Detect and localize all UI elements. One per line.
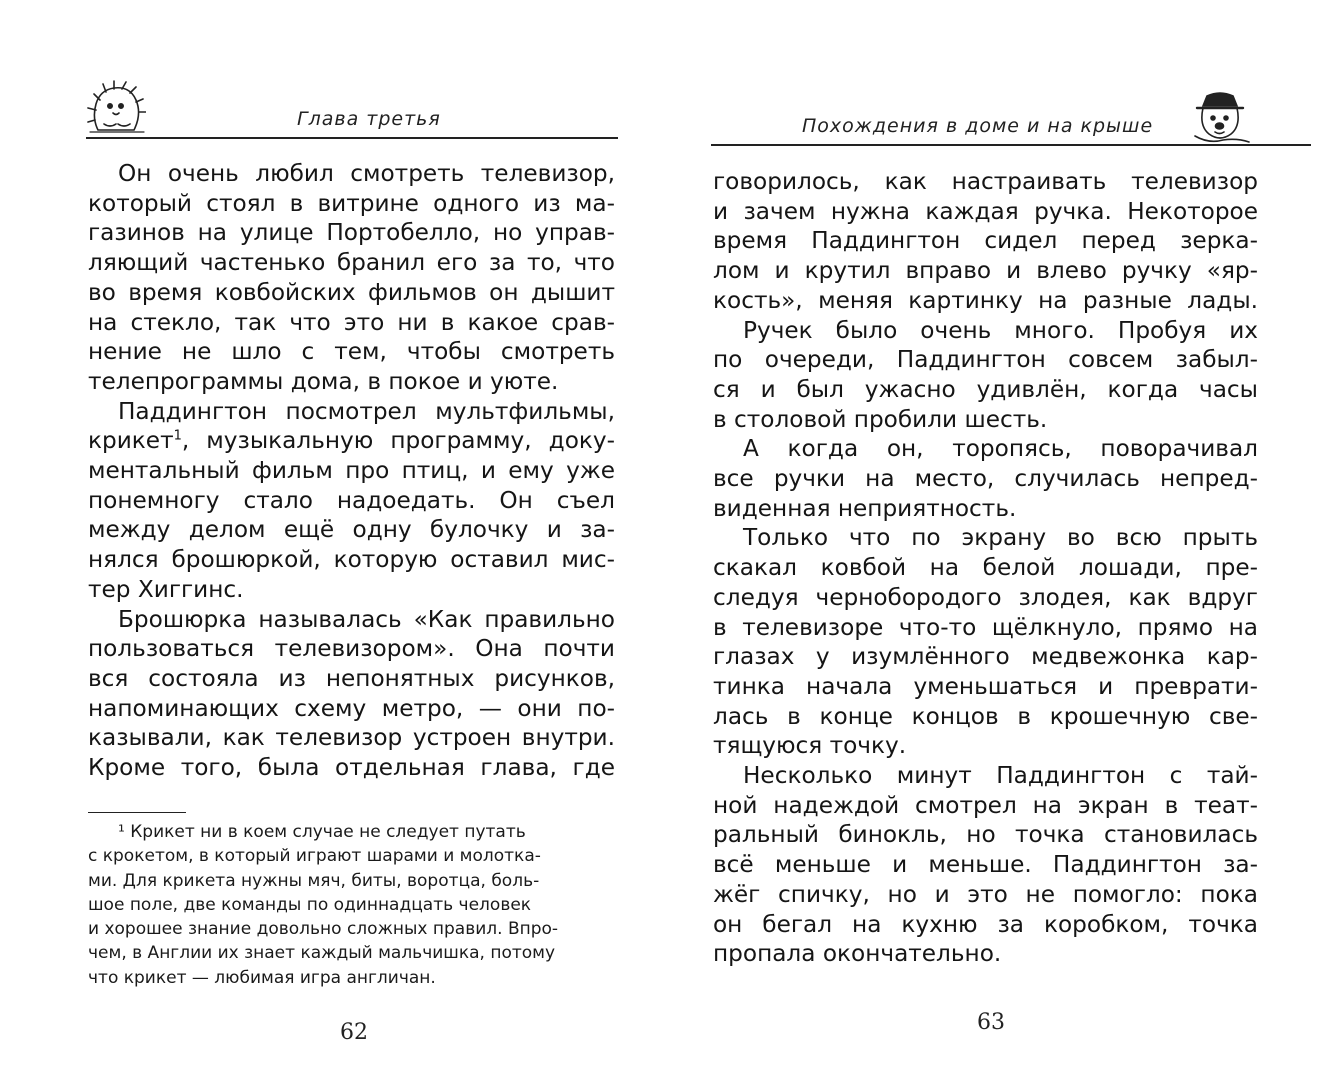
footnote-line: что крикет — любимая игра англичан. [88,967,436,988]
text-line: время Паддингтон сидел перед зерка- [713,227,1258,255]
text-line: во время ковбойских фильмов он дышит [88,278,615,306]
text-line: Он очень любил смотреть телевизор, [118,160,615,187]
running-head-right: Похождения в доме и на крыше [802,115,1154,137]
right-page [671,0,1343,1080]
text-line: казывали, как телевизор устроен внутри. [88,724,615,752]
text-line: нялся брошюркой, которую оставил мис- [88,546,615,574]
text-line: следуя чернобородого злодея, как вдруг [713,583,1258,611]
hedgehog-illustration-icon [86,80,146,138]
footnote-marker: 1 [173,428,182,444]
text-line: понемногу стало надоедать. Он съел [88,486,615,514]
left-page [0,0,671,1080]
text-line: между делом ещё одну булочку и за- [88,516,615,544]
text-line: вся состояла из непонятных рисунков, [88,664,615,692]
text-line: ляющий частенько бранил его за то, что [88,249,615,277]
text-line: все ручки на место, случилась непред- [713,465,1258,493]
text-line: ся и был ужасно удивлён, когда часы [713,375,1258,403]
text-line: тящуюся точку. [713,732,907,760]
text-line: и зачем нужна каждая ручка. Некоторое [713,197,1258,225]
footnote-line: с крокетом, в который играют шарами и молотка- [88,846,541,867]
footnote-line: чем, в Англии их знает каждый мальчишка, потому [88,943,556,964]
text-line: А когда он, торопясь, поворачивал [743,435,1258,463]
text-line: Ручек было очень много. Пробуя их [743,316,1258,344]
page-number-left: 62 [340,1020,368,1045]
right-body-text [713,167,1258,969]
text-fragment: , музыкальную программу, доку- [181,427,615,455]
footnote [88,820,615,990]
footnote-line: и хорошее знание довольно сложных правил. Впро- [88,919,559,940]
text-line: нение не шло с тем, чтобы смотреть [88,338,615,366]
text-line: Несколько минут Паддингтон с тай- [743,762,1258,790]
text-line: виденная неприятность. [713,494,1017,522]
text-line: Брошюрка называлась «Как правильно [118,605,615,633]
text-line: который стоял в витрине одного из ма- [88,189,615,217]
page-number-right: 63 [977,1010,1005,1035]
running-head-left: Глава третья [297,108,441,130]
footnote-line: ми. Для крикета нужны мяч, биты, воротца, боль- [88,870,540,891]
text-line: ментальный фильм про птиц, и ему уже [88,457,615,485]
text-line: глазах у изумлённого медвежонка кар- [713,643,1258,671]
text-line: лом и крутил вправо и влево ручку «яр- [713,257,1258,285]
text-line: Паддингтон посмотрел мультфильмы, [118,397,615,425]
footnote-rule [88,812,186,813]
text-line: пользоваться телевизором». Она почти [88,635,615,663]
footnote-line: шое поле, две команды по одиннадцать человек [88,894,532,915]
text-line: тер Хиггинс. [88,575,244,603]
footnote-line: ¹ Крикет ни в коем случае не следует путать [118,822,526,842]
text-line: кость», меняя картинку на разные лады. [713,286,1258,314]
text-line: говорилось, как настраивать телевизор [713,168,1258,195]
text-line: скакал ковбой на белой лошади, пре- [713,554,1258,582]
text-line: в столовой пробили шесть. [713,405,1048,433]
text-fragment: крикет [88,427,174,455]
left-body-text [88,159,615,783]
text-line: ральный бинокль, но точка становилась [713,821,1258,849]
text-line: всё меньше и меньше. Паддингтон за- [713,851,1258,879]
text-line: лась в конце концов в крошечную све- [713,702,1258,730]
text-line: газинов на улице Портобелло, но управ- [88,219,615,247]
header-rule-left [86,137,618,139]
text-line: телепрограммы дома, в покое и уюте. [88,367,559,395]
text-line: жёг спичку, но и это не помогло: пока [713,880,1258,908]
text-line: ной надеждой смотрел на экран в теат- [713,791,1258,819]
text-line: Кроме того, была отдельная глава, где [88,754,615,782]
text-line: в телевизоре что-то щёлкнуло, прямо на [713,613,1258,641]
text-line: по очереди, Паддингтон совсем забыл- [713,346,1258,374]
text-line: он бегал на кухню за коробком, точка [713,910,1258,938]
bear-in-hat-illustration-icon [1189,88,1251,144]
text-line: пропала окончательно. [713,940,1002,968]
text-line: на стекло, так что это ни в какое срав- [88,308,615,336]
header-rule-right [711,144,1311,146]
text-line: напоминающих схему метро, — они по- [88,694,615,722]
text-line [88,426,615,456]
text-line: тинка начала уменьшаться и преврати- [713,672,1258,700]
text-line: Только что по экрану во всю прыть [743,524,1258,552]
